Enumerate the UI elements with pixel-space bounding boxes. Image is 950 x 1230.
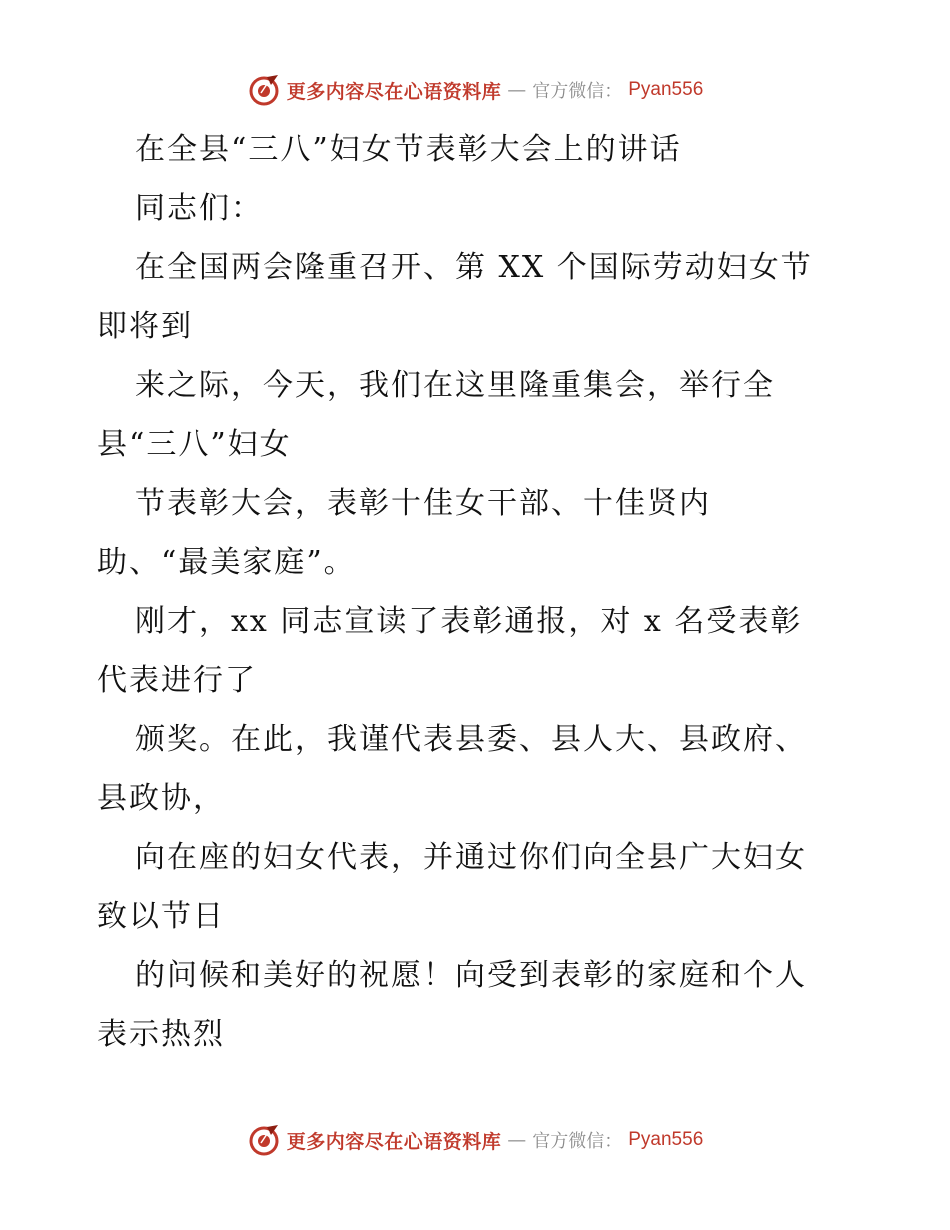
- paragraph-line: 即将到: [97, 309, 193, 344]
- paragraph-line: 在全国两会隆重召开、第 XX 个国际劳动妇女节: [135, 250, 813, 285]
- paragraph-line: 刚才，xx 同志宣读了表彰通报，对 x 名受表彰: [135, 604, 803, 639]
- paragraph-line: 的问候和美好的祝愿！向受到表彰的家庭和个人: [135, 958, 807, 993]
- footer-banner-text: 更多内容尽在心语资料库: [286, 1130, 502, 1153]
- footer-banner-inner: [247, 1123, 704, 1157]
- paragraph-line: 代表进行了: [97, 663, 257, 698]
- quill-logo-icon: [247, 73, 281, 107]
- document-body: [97, 120, 867, 1064]
- footer-wechat-label: 官方微信：: [532, 1131, 623, 1152]
- paragraph-line: 在全县“三八”妇女节表彰大会上的讲话: [135, 132, 682, 167]
- footer-banner-dash: —: [507, 1129, 527, 1151]
- paragraph-line: 助、“最美家庭”。: [97, 545, 356, 580]
- footer-banner: [0, 1120, 950, 1160]
- paragraph-line: 县政协，: [97, 781, 225, 816]
- paragraph-line: 向在座的妇女代表，并通过你们向全县广大妇女: [135, 840, 807, 875]
- quill-logo-icon: [247, 1123, 281, 1157]
- header-wechat-id: Pyan556: [628, 79, 704, 100]
- paragraph-line: 致以节日: [97, 899, 225, 934]
- paragraph-line: 来之际，今天，我们在这里隆重集会，举行全: [135, 368, 775, 403]
- footer-wechat-id: Pyan556: [628, 1129, 704, 1150]
- paragraph-line: 颁奖。在此，我谨代表县委、县人大、县政府、: [135, 722, 807, 757]
- header-banner-text: 更多内容尽在心语资料库: [286, 80, 502, 103]
- header-wechat-label: 官方微信：: [532, 81, 623, 102]
- paragraph-line: 节表彰大会，表彰十佳女干部、十佳贤内: [135, 486, 711, 521]
- paragraph-line: 表示热烈: [97, 1017, 225, 1052]
- header-banner-inner: [247, 73, 704, 107]
- paragraph-line: 县“三八”妇女: [97, 427, 292, 462]
- header-banner-dash: —: [507, 79, 527, 101]
- paragraph-line: 同志们：: [135, 191, 263, 226]
- header-banner: [0, 70, 950, 110]
